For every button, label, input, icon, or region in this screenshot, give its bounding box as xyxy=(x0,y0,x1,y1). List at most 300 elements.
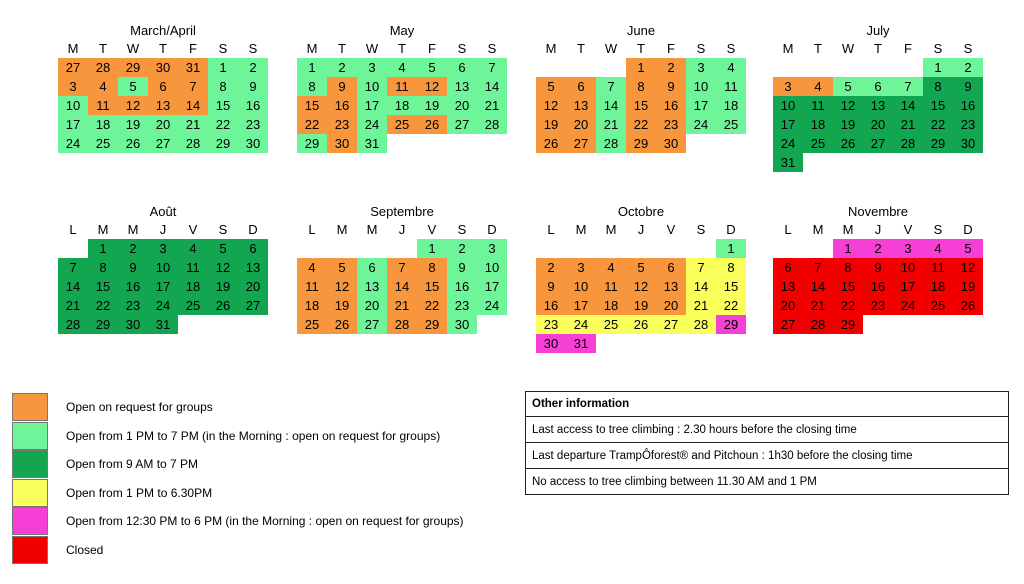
day-cell: 30 xyxy=(536,334,566,353)
day-cell: 16 xyxy=(327,96,357,115)
day-cell: 18 xyxy=(596,296,626,315)
day-cell: 19 xyxy=(327,296,357,315)
weekday-header-row xyxy=(58,220,268,239)
day-cell: 1 xyxy=(923,58,953,77)
day-cell: 12 xyxy=(833,96,863,115)
week-row xyxy=(58,277,268,296)
day-cell: 13 xyxy=(773,277,803,296)
weekday-label: S xyxy=(457,222,467,237)
day-cell: 5 xyxy=(327,258,357,277)
day-cell: 19 xyxy=(208,277,238,296)
weekday-label: S xyxy=(487,41,497,56)
day-cell: 4 xyxy=(716,58,746,77)
empty-day-cell xyxy=(58,239,88,258)
day-cell: 15 xyxy=(417,277,447,296)
legend-item xyxy=(12,422,464,451)
legend-item xyxy=(12,507,464,536)
day-cell: 22 xyxy=(88,296,118,315)
day-cell: 11 xyxy=(88,96,118,115)
day-cell: 21 xyxy=(803,296,833,315)
day-cell: 11 xyxy=(596,277,626,296)
weekday-label: L xyxy=(69,222,77,237)
empty-day-cell xyxy=(863,315,893,334)
weekday-label: D xyxy=(963,222,973,237)
weekday-label: T xyxy=(99,41,107,56)
legend-swatch xyxy=(12,450,48,478)
day-cell: 12 xyxy=(208,258,238,277)
empty-day-cell xyxy=(477,315,507,334)
day-cell: 3 xyxy=(686,58,716,77)
day-cell: 11 xyxy=(803,96,833,115)
day-cell: 7 xyxy=(477,58,507,77)
day-cell: 6 xyxy=(447,58,477,77)
day-cell: 24 xyxy=(477,296,507,315)
month-title: June xyxy=(626,23,656,38)
day-cell: 9 xyxy=(656,77,686,96)
empty-day-cell xyxy=(923,153,953,172)
weekday-label: T xyxy=(637,41,645,56)
day-cell: 4 xyxy=(387,58,417,77)
legend-label: Open from 1 PM to 7 PM (in the Morning : open on request for groups) xyxy=(66,428,441,443)
day-cell: 12 xyxy=(118,96,148,115)
day-cell: 8 xyxy=(208,77,238,96)
day-cell: 1 xyxy=(208,58,238,77)
day-cell: 17 xyxy=(357,96,387,115)
weekday-label: W xyxy=(126,41,140,56)
weekday-header-row xyxy=(536,220,746,239)
weekday-label: D xyxy=(248,222,258,237)
empty-day-cell xyxy=(387,239,417,258)
day-cell: 21 xyxy=(178,115,208,134)
month-calendar xyxy=(773,204,983,334)
day-cell: 6 xyxy=(566,77,596,96)
weekday-label: S xyxy=(218,222,228,237)
day-cell: 1 xyxy=(833,239,863,258)
weekday-label: L xyxy=(308,222,316,237)
day-cell: 16 xyxy=(536,296,566,315)
weekday-label: T xyxy=(577,41,585,56)
other-information-title: Other information xyxy=(532,398,630,410)
day-cell: 14 xyxy=(803,277,833,296)
week-row xyxy=(297,277,507,296)
day-cell: 18 xyxy=(88,115,118,134)
day-cell: 28 xyxy=(387,315,417,334)
day-cell: 21 xyxy=(686,296,716,315)
day-cell: 20 xyxy=(357,296,387,315)
weekday-label: T xyxy=(398,41,406,56)
weekday-label: L xyxy=(784,222,792,237)
day-cell: 4 xyxy=(803,77,833,96)
day-cell: 29 xyxy=(626,134,656,153)
day-cell: 5 xyxy=(833,77,863,96)
weekday-label: F xyxy=(904,41,912,56)
day-cell: 23 xyxy=(327,115,357,134)
empty-day-cell xyxy=(417,134,447,153)
day-cell: 4 xyxy=(923,239,953,258)
other-information-row: Last departure TrampÔforest® and Pitchoun : 1h30 before the closing time xyxy=(526,442,1008,468)
week-row xyxy=(58,258,268,277)
weekday-label: D xyxy=(726,222,736,237)
day-cell: 5 xyxy=(536,77,566,96)
month-calendar xyxy=(58,23,268,153)
day-cell: 26 xyxy=(118,134,148,153)
week-row xyxy=(297,58,507,77)
day-cell: 28 xyxy=(686,315,716,334)
day-cell: 5 xyxy=(953,239,983,258)
day-cell: 12 xyxy=(626,277,656,296)
week-row xyxy=(536,239,746,258)
day-cell: 22 xyxy=(626,115,656,134)
empty-day-cell xyxy=(327,239,357,258)
day-cell: 22 xyxy=(297,115,327,134)
empty-day-cell xyxy=(596,334,626,353)
week-row xyxy=(58,96,268,115)
day-cell: 3 xyxy=(148,239,178,258)
empty-day-cell xyxy=(686,334,716,353)
day-cell: 29 xyxy=(833,315,863,334)
day-cell: 6 xyxy=(863,77,893,96)
day-cell: 16 xyxy=(238,96,268,115)
day-cell: 13 xyxy=(566,96,596,115)
week-row xyxy=(297,315,507,334)
day-cell: 1 xyxy=(297,58,327,77)
day-cell: 21 xyxy=(387,296,417,315)
day-cell: 8 xyxy=(88,258,118,277)
day-cell: 29 xyxy=(297,134,327,153)
day-cell: 9 xyxy=(953,77,983,96)
week-row xyxy=(536,334,746,353)
empty-day-cell xyxy=(833,153,863,172)
day-cell: 14 xyxy=(178,96,208,115)
day-cell: 31 xyxy=(773,153,803,172)
day-cell: 18 xyxy=(716,96,746,115)
month-calendar xyxy=(536,23,746,153)
weekday-label: V xyxy=(188,222,198,237)
day-cell: 30 xyxy=(327,134,357,153)
weekday-label: V xyxy=(427,222,437,237)
day-cell: 6 xyxy=(773,258,803,277)
day-cell: 29 xyxy=(716,315,746,334)
day-cell: 3 xyxy=(566,258,596,277)
legend-item xyxy=(12,393,464,422)
day-cell: 30 xyxy=(656,134,686,153)
legend-swatch xyxy=(12,479,48,507)
day-cell: 26 xyxy=(953,296,983,315)
empty-day-cell xyxy=(893,315,923,334)
week-row xyxy=(58,134,268,153)
day-cell: 10 xyxy=(566,277,596,296)
week-row xyxy=(58,77,268,96)
month-title: Octobre xyxy=(617,204,665,219)
day-cell: 26 xyxy=(208,296,238,315)
day-cell: 14 xyxy=(58,277,88,296)
week-row xyxy=(58,239,268,258)
day-cell: 27 xyxy=(357,315,387,334)
day-cell: 1 xyxy=(626,58,656,77)
legend-swatch xyxy=(12,393,48,421)
day-cell: 15 xyxy=(833,277,863,296)
day-cell: 24 xyxy=(58,134,88,153)
empty-day-cell xyxy=(626,239,656,258)
week-row xyxy=(297,115,507,134)
day-cell: 29 xyxy=(88,315,118,334)
month-title: Août xyxy=(149,204,177,219)
day-cell: 5 xyxy=(118,77,148,96)
day-cell: 2 xyxy=(327,58,357,77)
day-cell: 19 xyxy=(833,115,863,134)
day-cell: 24 xyxy=(686,115,716,134)
day-cell: 14 xyxy=(686,277,716,296)
day-cell: 23 xyxy=(118,296,148,315)
weekday-label: M xyxy=(366,222,378,237)
day-cell: 12 xyxy=(327,277,357,296)
weekday-header-row xyxy=(773,220,983,239)
day-cell: 2 xyxy=(863,239,893,258)
day-cell: 20 xyxy=(148,115,178,134)
day-cell: 5 xyxy=(417,58,447,77)
day-cell: 23 xyxy=(953,115,983,134)
legend-label: Open on request for groups xyxy=(66,400,213,415)
day-cell: 17 xyxy=(58,115,88,134)
weekday-header-row xyxy=(536,39,746,58)
day-cell: 27 xyxy=(148,134,178,153)
week-row xyxy=(773,153,983,172)
weekday-label: F xyxy=(667,41,675,56)
day-cell: 1 xyxy=(716,239,746,258)
weekday-label: M xyxy=(127,222,139,237)
weekday-label: S xyxy=(933,222,943,237)
day-cell: 28 xyxy=(803,315,833,334)
day-cell: 28 xyxy=(477,115,507,134)
day-cell: 4 xyxy=(596,258,626,277)
empty-day-cell xyxy=(803,58,833,77)
weekday-label: M xyxy=(842,222,854,237)
week-row xyxy=(773,96,983,115)
weekday-header-row xyxy=(297,39,507,58)
weekday-label: W xyxy=(365,41,379,56)
weekday-label: J xyxy=(398,222,406,237)
day-cell: 19 xyxy=(953,277,983,296)
day-cell: 17 xyxy=(148,277,178,296)
weekday-label: V xyxy=(903,222,913,237)
other-information-row: No access to tree climbing between 11.30 AM and 1 PM xyxy=(526,468,1008,494)
weekday-label: S xyxy=(726,41,736,56)
day-cell: 23 xyxy=(656,115,686,134)
day-cell: 31 xyxy=(566,334,596,353)
day-cell: 13 xyxy=(863,96,893,115)
day-cell: 28 xyxy=(88,58,118,77)
empty-day-cell xyxy=(178,315,208,334)
day-cell: 27 xyxy=(447,115,477,134)
day-cell: 5 xyxy=(208,239,238,258)
day-cell: 31 xyxy=(357,134,387,153)
day-cell: 30 xyxy=(238,134,268,153)
empty-day-cell xyxy=(686,134,716,153)
day-cell: 10 xyxy=(686,77,716,96)
empty-day-cell xyxy=(893,153,923,172)
empty-day-cell xyxy=(387,134,417,153)
day-cell: 10 xyxy=(893,258,923,277)
week-row xyxy=(773,134,983,153)
day-cell: 11 xyxy=(387,77,417,96)
day-cell: 27 xyxy=(863,134,893,153)
day-cell: 18 xyxy=(803,115,833,134)
empty-day-cell xyxy=(238,315,268,334)
week-row xyxy=(58,58,268,77)
empty-day-cell xyxy=(626,334,656,353)
empty-day-cell xyxy=(357,239,387,258)
day-cell: 22 xyxy=(417,296,447,315)
day-cell: 30 xyxy=(953,134,983,153)
day-cell: 26 xyxy=(536,134,566,153)
weekday-header-row xyxy=(58,39,268,58)
day-cell: 14 xyxy=(893,96,923,115)
day-cell: 11 xyxy=(716,77,746,96)
week-row xyxy=(536,258,746,277)
empty-day-cell xyxy=(208,315,238,334)
day-cell: 21 xyxy=(893,115,923,134)
day-cell: 7 xyxy=(58,258,88,277)
day-cell: 6 xyxy=(148,77,178,96)
weekday-label: T xyxy=(338,41,346,56)
week-row xyxy=(58,315,268,334)
day-cell: 15 xyxy=(716,277,746,296)
day-cell: 8 xyxy=(297,77,327,96)
weekday-label: W xyxy=(841,41,855,56)
weekday-label: T xyxy=(874,41,882,56)
day-cell: 16 xyxy=(118,277,148,296)
day-cell: 13 xyxy=(357,277,387,296)
day-cell: 2 xyxy=(238,58,268,77)
day-cell: 18 xyxy=(178,277,208,296)
empty-day-cell xyxy=(596,239,626,258)
month-title: May xyxy=(389,23,415,38)
day-cell: 16 xyxy=(656,96,686,115)
weekday-label: J xyxy=(874,222,882,237)
week-row xyxy=(536,134,746,153)
day-cell: 29 xyxy=(118,58,148,77)
day-cell: 6 xyxy=(656,258,686,277)
empty-day-cell xyxy=(536,58,566,77)
day-cell: 7 xyxy=(596,77,626,96)
day-cell: 22 xyxy=(208,115,238,134)
day-cell: 11 xyxy=(178,258,208,277)
week-row xyxy=(773,315,983,334)
day-cell: 27 xyxy=(238,296,268,315)
day-cell: 10 xyxy=(58,96,88,115)
other-information-row: Last access to tree climbing : 2.30 hours before the closing time xyxy=(526,416,1008,442)
day-cell: 29 xyxy=(923,134,953,153)
day-cell: 10 xyxy=(357,77,387,96)
weekday-label: M xyxy=(306,41,318,56)
day-cell: 9 xyxy=(536,277,566,296)
weekday-label: S xyxy=(248,41,258,56)
empty-day-cell xyxy=(893,58,923,77)
month-calendar xyxy=(58,204,268,334)
day-cell: 3 xyxy=(773,77,803,96)
day-cell: 24 xyxy=(773,134,803,153)
day-cell: 22 xyxy=(833,296,863,315)
other-information-box xyxy=(525,391,1009,495)
day-cell: 27 xyxy=(773,315,803,334)
day-cell: 17 xyxy=(477,277,507,296)
day-cell: 19 xyxy=(417,96,447,115)
legend-swatch xyxy=(12,422,48,450)
day-cell: 16 xyxy=(863,277,893,296)
day-cell: 9 xyxy=(238,77,268,96)
day-cell: 21 xyxy=(596,115,626,134)
empty-day-cell xyxy=(656,334,686,353)
day-cell: 4 xyxy=(88,77,118,96)
empty-day-cell xyxy=(297,239,327,258)
day-cell: 17 xyxy=(686,96,716,115)
day-cell: 2 xyxy=(118,239,148,258)
day-cell: 25 xyxy=(88,134,118,153)
day-cell: 23 xyxy=(447,296,477,315)
day-cell: 2 xyxy=(953,58,983,77)
day-cell: 20 xyxy=(656,296,686,315)
day-cell: 5 xyxy=(626,258,656,277)
day-cell: 2 xyxy=(536,258,566,277)
weekday-label: D xyxy=(487,222,497,237)
weekday-label: J xyxy=(637,222,645,237)
weekday-header-row xyxy=(297,220,507,239)
day-cell: 24 xyxy=(357,115,387,134)
day-cell: 29 xyxy=(208,134,238,153)
weekday-header-row xyxy=(773,39,983,58)
day-cell: 24 xyxy=(148,296,178,315)
day-cell: 12 xyxy=(417,77,447,96)
day-cell: 12 xyxy=(536,96,566,115)
day-cell: 20 xyxy=(566,115,596,134)
day-cell: 28 xyxy=(596,134,626,153)
day-cell: 25 xyxy=(297,315,327,334)
day-cell: 10 xyxy=(148,258,178,277)
legend xyxy=(12,393,464,564)
day-cell: 17 xyxy=(773,115,803,134)
month-calendar xyxy=(536,204,746,353)
day-cell: 9 xyxy=(863,258,893,277)
empty-day-cell xyxy=(803,239,833,258)
empty-day-cell xyxy=(833,58,863,77)
month-title: Septembre xyxy=(370,204,434,219)
day-cell: 19 xyxy=(536,115,566,134)
empty-day-cell xyxy=(953,315,983,334)
weekday-label: M xyxy=(782,41,794,56)
week-row xyxy=(773,77,983,96)
day-cell: 26 xyxy=(626,315,656,334)
empty-day-cell xyxy=(566,58,596,77)
day-cell: 3 xyxy=(477,239,507,258)
day-cell: 3 xyxy=(58,77,88,96)
week-row xyxy=(297,77,507,96)
day-cell: 28 xyxy=(178,134,208,153)
weekday-label: M xyxy=(97,222,109,237)
empty-day-cell xyxy=(863,58,893,77)
week-row xyxy=(58,115,268,134)
week-row xyxy=(773,58,983,77)
weekday-label: L xyxy=(547,222,555,237)
day-cell: 24 xyxy=(566,315,596,334)
week-row xyxy=(297,239,507,258)
week-row xyxy=(773,277,983,296)
month-title: Novembre xyxy=(848,204,908,219)
empty-day-cell xyxy=(773,58,803,77)
day-cell: 14 xyxy=(477,77,507,96)
day-cell: 17 xyxy=(893,277,923,296)
day-cell: 17 xyxy=(566,296,596,315)
weekday-label: S xyxy=(457,41,467,56)
